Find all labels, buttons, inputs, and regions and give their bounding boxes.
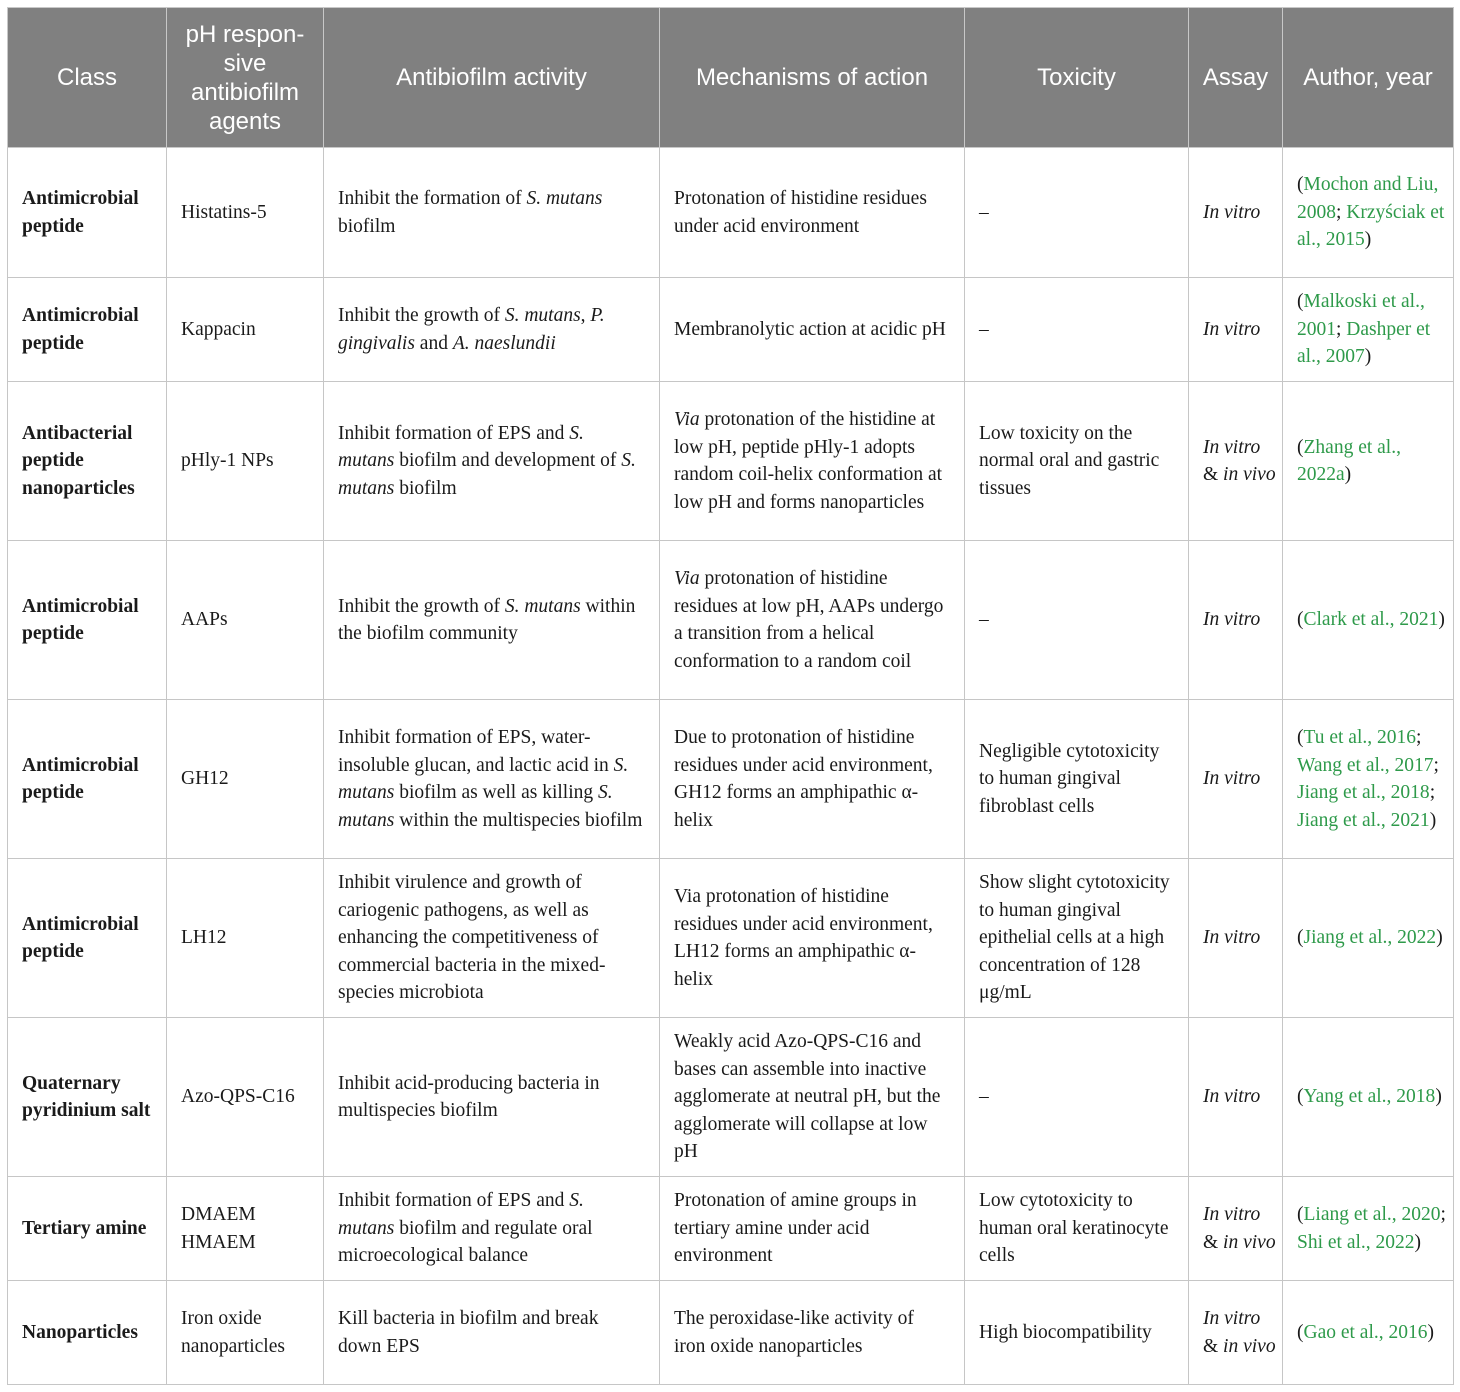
text-run: In vitro <box>1203 436 1261 458</box>
text-run: S. mutans <box>338 1190 584 1239</box>
text-run: ) <box>1364 346 1372 368</box>
text-run: ( <box>1297 1321 1304 1343</box>
text-run: ; <box>1433 754 1439 776</box>
text-run: and <box>414 332 453 354</box>
cell-assay <box>1189 1018 1283 1177</box>
reference-link[interactable]: Shi et al., 2022 <box>1297 1231 1415 1253</box>
text-run: Inhibit formation of EPS, water-insoluble glucan, and lactic acid in <box>338 727 614 776</box>
text-run: Due to protonation of histidine residues under acid environment, GH12 forms an amphipathic α-helix <box>674 727 933 831</box>
cell-agent: AAPs <box>167 541 324 700</box>
text-run: biofilm and development of <box>394 450 622 472</box>
reference-link[interactable]: Tu et al., 2016 <box>1303 727 1416 748</box>
text-run: S. mutans <box>504 305 581 326</box>
text-run: ) <box>1414 1231 1422 1253</box>
text-run: Via protonation of histidine residues under acid environment, LH12 forms an amphipathic α-helix <box>674 886 933 990</box>
cell-toxicity: Show slight cytotoxicity to human gingival epithelial cells at a high concentration of 128 μg/mL <box>965 859 1189 1018</box>
cell-assay <box>1189 382 1283 541</box>
text-run: protonation of the histidine at low pH, peptide pHly-1 adopts random coil-helix conformation at low pH and forms nanoparticles <box>674 409 943 513</box>
reference-link[interactable]: Krzyściak et al., 2015 <box>1297 201 1445 251</box>
reference-link[interactable]: Zhang et al., 2022a <box>1297 436 1401 485</box>
table-row <box>8 1018 1454 1177</box>
cell-assay <box>1189 541 1283 700</box>
text-run: ) <box>1427 1321 1435 1343</box>
cell-mechanism <box>660 1281 965 1385</box>
cell-toxicity: – <box>965 278 1189 382</box>
text-run: A. naeslundii <box>452 332 556 354</box>
text-run: Inhibit the formation of <box>338 188 527 209</box>
cell-class: Tertiary amine <box>8 1177 167 1281</box>
text-run: & <box>1203 464 1224 485</box>
text-run: ) <box>1435 1086 1442 1108</box>
reference-link[interactable]: Jiang et al., 2022 <box>1303 927 1437 949</box>
table-row <box>8 1281 1454 1385</box>
text-run: in vivo <box>1223 1335 1276 1357</box>
text-run: ; <box>1440 1204 1446 1225</box>
cell-mechanism <box>660 148 965 278</box>
antibiofilm-agents-table <box>7 7 1454 1385</box>
cell-assay <box>1189 859 1283 1018</box>
cell-agent: Histatins-5 <box>167 148 324 278</box>
cell-class: Antimicrobial peptide <box>8 541 167 700</box>
text-run: P. gingivalis <box>338 305 605 354</box>
text-run: ; <box>1336 318 1347 340</box>
cell-activity <box>324 541 660 700</box>
cell-assay <box>1189 148 1283 278</box>
cell-toxicity: – <box>965 148 1189 278</box>
text-run: biofilm <box>338 215 396 237</box>
cell-agent: Iron oxide nanoparticles <box>167 1281 324 1385</box>
cell-author-year <box>1283 278 1454 382</box>
table-row <box>8 148 1454 278</box>
text-run: Inhibit acid-producing bacteria in multispecies biofilm <box>338 1072 600 1121</box>
text-run: Inhibit the growth of <box>338 595 505 617</box>
text-run: In vitro <box>1203 1204 1261 1225</box>
cell-class: Antimicrobial peptide <box>8 859 167 1018</box>
header-toxicity: Toxicity <box>965 8 1189 148</box>
cell-mechanism <box>660 278 965 382</box>
cell-toxicity: – <box>965 541 1189 700</box>
text-run: Weakly acid Azo-QPS-C16 and bases can assemble into inactive agglomerate at neutral pH, but the agglomerate will collapse at low pH <box>674 1031 941 1163</box>
cell-agent: GH12 <box>167 700 324 859</box>
reference-link[interactable]: Gao et al., 2016 <box>1303 1321 1428 1343</box>
cell-class: Antimicrobial peptide <box>8 148 167 278</box>
cell-assay <box>1189 1281 1283 1385</box>
text-run: S. mutans <box>338 450 636 499</box>
cell-author-year <box>1283 1018 1454 1177</box>
text-run: Membranolytic action at acidic pH <box>674 318 946 340</box>
reference-link[interactable]: Malkoski et al., 2001 <box>1297 291 1425 340</box>
cell-assay <box>1189 1177 1283 1281</box>
cell-agent: pHly-1 NPs <box>167 382 324 541</box>
reference-link[interactable]: Mochon and Liu, 2008 <box>1297 174 1439 223</box>
text-run: in vivo <box>1223 1231 1276 1253</box>
text-run: & <box>1203 1231 1224 1253</box>
cell-author-year <box>1283 700 1454 859</box>
text-run: ( <box>1297 436 1304 458</box>
text-run: S. mutans <box>338 422 584 472</box>
text-run: ) <box>1429 809 1437 831</box>
cell-activity <box>324 1177 660 1281</box>
table-row <box>8 1177 1454 1281</box>
cell-toxicity: – <box>965 1018 1189 1177</box>
cell-agent: Kappacin <box>167 278 324 382</box>
cell-toxicity: Low toxicity on the normal oral and gastric tissues <box>965 382 1189 541</box>
reference-link[interactable]: Clark et al., 2021 <box>1303 609 1439 631</box>
header-author-year: Author, year <box>1283 8 1454 148</box>
cell-author-year <box>1283 541 1454 700</box>
text-run: ; <box>1416 727 1422 748</box>
text-run: ( <box>1297 1204 1304 1225</box>
cell-mechanism <box>660 1177 965 1281</box>
text-run: & <box>1203 1335 1224 1357</box>
table-row <box>8 278 1454 382</box>
cell-activity <box>324 148 660 278</box>
cell-mechanism <box>660 1018 965 1177</box>
text-run: , <box>580 305 591 326</box>
table-header <box>8 8 1454 148</box>
cell-toxicity: Negligible cytotoxicity to human gingival fibroblast cells <box>965 700 1189 859</box>
text-run: ( <box>1297 609 1304 631</box>
text-run: within the multispecies biofilm <box>394 809 643 831</box>
text-run: ( <box>1297 291 1304 313</box>
header-mechanism: Mechanisms of action <box>660 8 965 148</box>
text-run: In vitro <box>1203 201 1261 223</box>
text-run: Protonation of amine groups in tertiary amine under acid environment <box>674 1190 917 1267</box>
text-run: Via <box>674 568 700 589</box>
text-run: protonation of histidine residues at low pH, AAPs undergo a transition from a helical conformation to a random coil <box>674 568 944 672</box>
text-run: S. mutans <box>338 754 629 803</box>
text-run: The peroxidase-like activity of iron oxide nanoparticles <box>674 1308 914 1357</box>
cell-toxicity: High biocompatibility <box>965 1281 1189 1385</box>
text-run: In vitro <box>1203 1308 1261 1329</box>
cell-class: Antibacterial peptide nanoparticles <box>8 382 167 541</box>
text-run: Inhibit the growth of <box>338 305 505 326</box>
text-run: biofilm as well as killing <box>394 782 598 803</box>
text-run: ( <box>1297 927 1304 949</box>
cell-activity <box>324 859 660 1018</box>
cell-agent: Azo-QPS-C16 <box>167 1018 324 1177</box>
text-run: S. mutans <box>504 595 581 617</box>
text-run: In vitro <box>1203 927 1261 949</box>
header-agents: pH respon-sive antibiofilm agents <box>167 8 324 148</box>
text-run: ) <box>1438 609 1445 631</box>
header-class: Class <box>8 8 167 148</box>
text-run: In vitro <box>1203 768 1261 790</box>
cell-activity <box>324 382 660 541</box>
cell-class: Quaternary pyridinium salt <box>8 1018 167 1177</box>
text-run: Via <box>674 409 700 430</box>
cell-mechanism <box>660 700 965 859</box>
header-assay: Assay <box>1189 8 1283 148</box>
cell-assay <box>1189 278 1283 382</box>
cell-class: Nanoparticles <box>8 1281 167 1385</box>
text-run: Inhibit formation of EPS and <box>338 1190 570 1212</box>
table-row <box>8 382 1454 541</box>
reference-link[interactable]: Yang et al., 2018 <box>1303 1086 1436 1108</box>
cell-activity <box>324 700 660 859</box>
text-run: ) <box>1436 927 1443 949</box>
cell-author-year <box>1283 1281 1454 1385</box>
text-run: ; <box>1429 782 1436 803</box>
text-run: ) <box>1364 229 1372 251</box>
cell-toxicity: Low cytotoxicity to human oral keratinocyte cells <box>965 1177 1189 1281</box>
cell-activity <box>324 1018 660 1177</box>
cell-author-year <box>1283 382 1454 541</box>
text-run: ; <box>1336 201 1347 223</box>
reference-link[interactable]: Jiang et al., 2021 <box>1297 809 1430 831</box>
cell-mechanism <box>660 541 965 700</box>
header-row <box>8 8 1454 148</box>
table-row <box>8 541 1454 700</box>
header-activity: Antibiofilm activity <box>324 8 660 148</box>
table-row <box>8 859 1454 1018</box>
text-run: biofilm and regulate oral microecological balance <box>338 1217 593 1267</box>
cell-activity <box>324 278 660 382</box>
cell-author-year <box>1283 859 1454 1018</box>
text-run: Protonation of histidine residues under acid environment <box>674 188 927 237</box>
reference-link[interactable]: Liang et al., 2020 <box>1303 1204 1441 1225</box>
cell-author-year <box>1283 1177 1454 1281</box>
text-run: ( <box>1297 727 1304 748</box>
text-run: in vivo <box>1223 464 1276 485</box>
text-run: In vitro <box>1203 318 1261 340</box>
reference-link[interactable]: Jiang et al., 2018 <box>1297 782 1430 803</box>
cell-class: Antimicrobial peptide <box>8 278 167 382</box>
cell-assay <box>1189 700 1283 859</box>
table-row <box>8 700 1454 859</box>
text-run: S. mutans <box>338 782 613 831</box>
cell-agent: LH12 <box>167 859 324 1018</box>
text-run: Kill bacteria in biofilm and break down EPS <box>338 1308 599 1357</box>
text-run: ( <box>1297 1086 1304 1108</box>
cell-activity <box>324 1281 660 1385</box>
reference-link[interactable]: Dashper et al., 2007 <box>1297 318 1431 368</box>
text-run: In vitro <box>1203 609 1261 631</box>
text-run: Inhibit formation of EPS and <box>338 422 570 444</box>
cell-mechanism <box>660 859 965 1018</box>
cell-mechanism <box>660 382 965 541</box>
text-run: ( <box>1297 174 1304 196</box>
cell-author-year <box>1283 148 1454 278</box>
cell-class: Antimicrobial peptide <box>8 700 167 859</box>
text-run: S. mutans <box>526 188 603 209</box>
text-run: within the biofilm community <box>338 595 636 644</box>
text-run: biofilm <box>394 477 457 499</box>
text-run: Inhibit virulence and growth of cariogenic pathogens, as well as enhancing the competitiveness of commercial bacteria in the mixed-species microbiota <box>338 872 606 1004</box>
text-run: In vitro <box>1203 1086 1261 1108</box>
reference-link[interactable]: Wang et al., 2017 <box>1297 754 1434 776</box>
cell-agent: DMAEM HMAEM <box>167 1177 324 1281</box>
table-body <box>8 148 1454 1385</box>
text-run: ) <box>1344 464 1352 485</box>
